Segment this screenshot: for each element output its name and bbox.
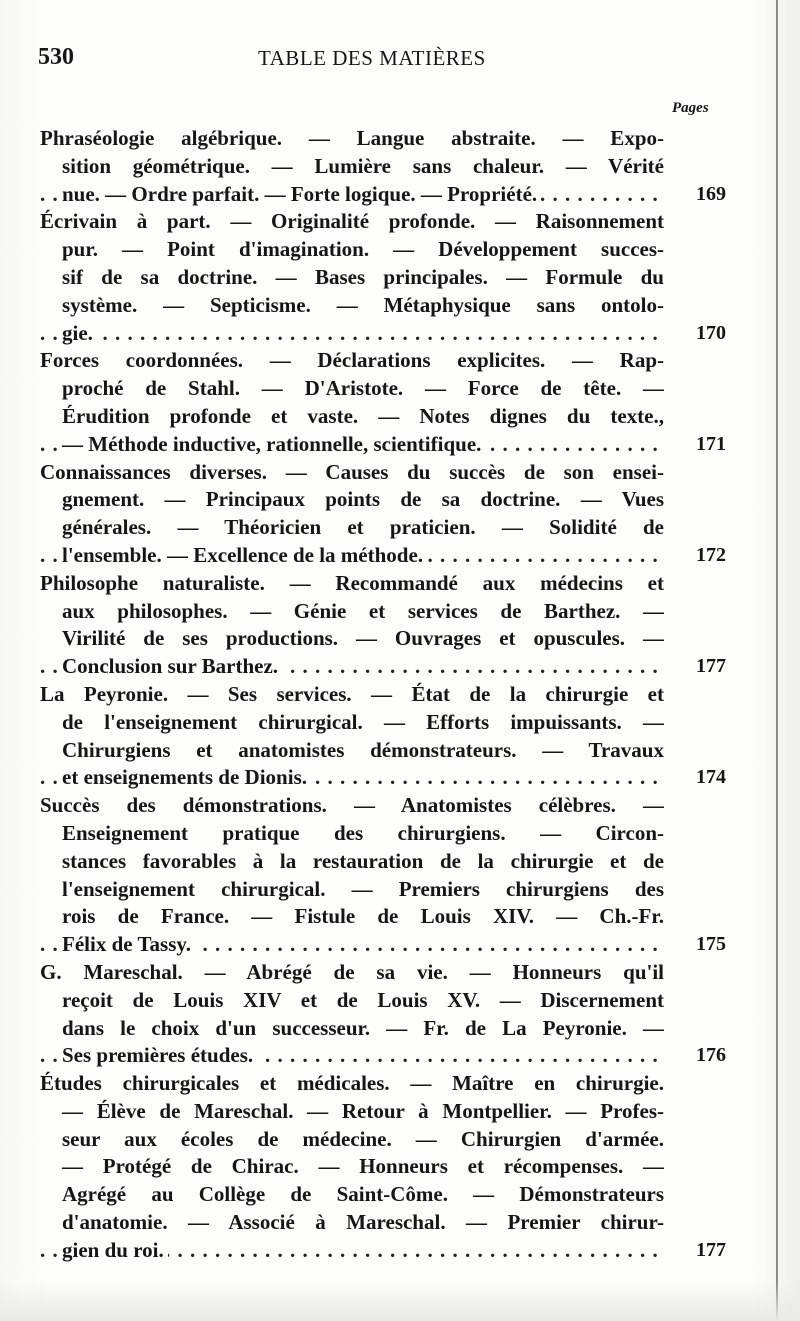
toc-entry-page-number: 170 xyxy=(696,321,726,344)
toc-entry xyxy=(40,959,730,1070)
toc-entry-page-number: 177 xyxy=(696,1238,726,1261)
toc-entry-line: gie. . . . xyxy=(40,320,664,348)
toc-entry xyxy=(40,570,730,681)
toc-entry xyxy=(40,681,730,792)
toc-entry-line: Chirurgiens et anatomistes démonstrateurs. — Travaux xyxy=(62,737,664,762)
page-edge-line xyxy=(776,0,778,1321)
toc-entry-line: nue. — Ordre parfait. — Forte logique. — Propriété. . . . xyxy=(40,181,664,209)
toc-entry-line: Érudition profonde et vaste. — Notes dignes du texte., xyxy=(62,403,664,428)
toc-entry-line: Philosophe naturaliste. — Recommandé aux médecins et xyxy=(40,570,664,595)
toc-entry-line: dans le choix d'un successeur. — Fr. de La Peyronie. — xyxy=(62,1015,664,1040)
toc-entry-line: Ses premières études. . . . xyxy=(40,1042,664,1070)
table-of-contents xyxy=(40,125,730,1265)
toc-entry-line: Félix de Tassy. . . . xyxy=(40,931,664,959)
toc-entry-line: Agrégé au Collège de Saint-Côme. — Démonstrateurs xyxy=(62,1182,664,1207)
toc-entry-page-number: 171 xyxy=(696,432,726,455)
pages-column-label: Pages xyxy=(672,100,709,116)
toc-entry-line: stances favorables à la restauration de la chirurgie et de xyxy=(62,848,664,873)
toc-entry xyxy=(40,125,730,208)
toc-entry-line: d'anatomie. — Associé à Mareschal. — Premier chirur- xyxy=(62,1210,664,1235)
toc-entry xyxy=(40,347,730,458)
toc-entry-line: G. Mareschal. — Abrégé de sa vie. — Honneurs qu'il xyxy=(40,959,664,984)
toc-entry-line: Forces coordonnées. — Déclarations explicites. — Rap- xyxy=(40,348,664,373)
toc-entry-line: — Méthode inductive, rationnelle, scientifique. . . . xyxy=(40,431,664,459)
toc-entry-line: Écrivain à part. — Originalité profonde. — Raisonnement xyxy=(40,209,664,234)
toc-entry-line: Virilité de ses productions. — Ouvrages et opuscules. — xyxy=(62,626,664,651)
toc-entry-line: Phraséologie algébrique. — Langue abstraite. — Expo- xyxy=(40,126,664,150)
toc-entry-line: seur aux écoles de médecine. — Chirurgien d'armée. xyxy=(62,1126,664,1151)
toc-entry-line: rois de France. — Fistule de Louis XIV. — Ch.-Fr. xyxy=(62,904,664,929)
running-title: TABLE DES MATIÈRES xyxy=(258,46,486,70)
toc-entry-line: proché de Stahl. — D'Aristote. — Force de tête. — xyxy=(62,376,664,401)
toc-entry-line: Études chirurgicales et médicales. — Maître en chirurgie. xyxy=(40,1071,664,1096)
bottom-shadow xyxy=(0,1281,800,1321)
toc-entry-page-number: 169 xyxy=(696,182,726,205)
toc-entry-line: l'ensemble. — Excellence de la méthode. . . . xyxy=(40,542,664,570)
toc-entry-line: — Protégé de Chirac. — Honneurs et récompenses. — xyxy=(62,1154,664,1179)
toc-entry-line: gnement. — Principaux points de sa doctrine. — Vues xyxy=(62,487,664,512)
toc-entry-line: Conclusion sur Barthez. . . . xyxy=(40,653,664,681)
toc-entry-line: pur. — Point d'imagination. — Développement succes- xyxy=(62,237,664,262)
toc-entry-line: sif de sa doctrine. — Bases principales. — Formule du xyxy=(62,264,664,289)
toc-entry-page-number: 177 xyxy=(696,655,726,678)
page-number: 530 xyxy=(38,44,74,70)
toc-entry-page-number: 176 xyxy=(696,1044,726,1067)
toc-entry-line: système. — Septicisme. — Métaphysique sans ontolo- xyxy=(62,292,664,317)
toc-entry xyxy=(40,459,730,570)
toc-entry-line: reçoit de Louis XIV et de Louis XV. — Discernement xyxy=(62,987,664,1012)
toc-entry-line: Enseignement pratique des chirurgiens. — Circon- xyxy=(62,820,664,845)
toc-entry-line: La Peyronie. — Ses services. — État de la chirurgie et xyxy=(40,681,664,706)
toc-entry xyxy=(40,1070,730,1265)
toc-entry-line: sition géométrique. — Lumière sans chaleur. — Vérité xyxy=(62,153,664,178)
toc-entry-page-number: 174 xyxy=(696,766,726,789)
toc-entry-line: Succès des démonstrations. — Anatomistes célèbres. — xyxy=(40,793,664,818)
toc-entry-line: gien du roi. . . . xyxy=(40,1237,664,1265)
toc-entry xyxy=(40,792,730,959)
toc-entry-page-number: 172 xyxy=(696,543,726,566)
toc-entry-line: l'enseignement chirurgical. — Premiers chirurgiens des xyxy=(62,876,664,901)
toc-entry-line: aux philosophes. — Génie et services de Barthez. — xyxy=(62,598,664,623)
page-header xyxy=(38,44,738,76)
toc-entry-line: et enseignements de Dionis. . . . xyxy=(40,764,664,792)
toc-entry-line: — Élève de Mareschal. — Retour à Montpellier. — Profes- xyxy=(62,1098,664,1123)
toc-entry-page-number: 175 xyxy=(696,933,726,956)
toc-entry-line: Connaissances diverses. — Causes du succès de son ensei- xyxy=(40,459,664,484)
toc-entry-line: de l'enseignement chirurgical. — Efforts impuissants. — xyxy=(62,709,664,734)
toc-entry-line: générales. — Théoricien et praticien. — Solidité de xyxy=(62,515,664,540)
toc-entry xyxy=(40,208,730,347)
